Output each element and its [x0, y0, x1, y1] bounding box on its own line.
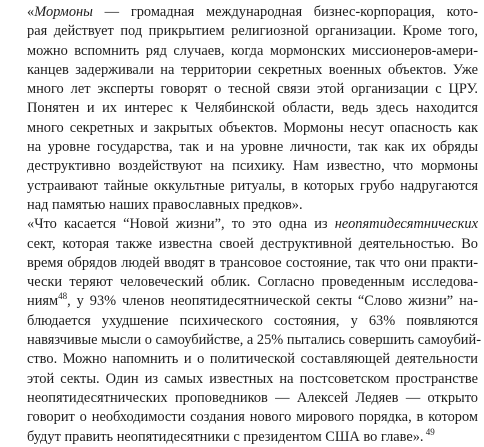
text-line [12, 312, 478, 331]
text-line [12, 138, 478, 157]
text-run: « [27, 4, 35, 20]
text-run: — громадная международная бизнес-корпорация, кото- [92, 4, 478, 20]
text-run: рая действует под прикрытием религиозной организации. Кроме того, [27, 23, 478, 40]
text-line [12, 3, 478, 22]
text-run: сект, которая также известна своей деструктивной деятельностью. Во [27, 235, 478, 252]
text-run: будут править неопятидесятники с президентом США во главе». [27, 428, 424, 445]
text-line [12, 157, 478, 176]
text-line [12, 119, 478, 138]
text-line [12, 80, 478, 99]
text-run: над памятью наших православных предков». [27, 196, 303, 213]
footnote-marker: 48 [58, 291, 68, 302]
text-line [12, 254, 478, 273]
text-run: навязчивые мысли о самоубийстве, а 25% пытались совершить самоубий- [27, 332, 482, 349]
text-run: неопятидесятнических проповедников — Алексей Ледяев — открыто [27, 389, 478, 406]
text-line [12, 389, 478, 408]
text-run: устраивают тайные оккультные ритуалы, в которых грубо надругаются [27, 177, 478, 194]
paragraph [12, 3, 478, 215]
text-line [12, 177, 478, 196]
text-line [12, 196, 478, 215]
text-line [12, 428, 478, 447]
text-run: много секретных и закрытых объектов. Мормоны несут опасность как [27, 119, 478, 136]
text-line [12, 350, 478, 369]
text-run: этой секты. Один из самых известных на постсоветском пространстве [27, 370, 478, 387]
text-line [12, 273, 478, 292]
text-run: чески теряют человеческий облик. Согласно проведенным исследова- [27, 274, 478, 291]
text-run: блюдается ухудшение психического состояния, у 63% появляются [27, 312, 478, 329]
text-run: канцев задерживали на территории секретных военных объектов. Уже [27, 61, 478, 78]
italic-term: Мормоны [34, 4, 93, 20]
text-run: деструктивно воздействуют на психику. Нам известно, что мормоны [27, 158, 478, 175]
text-line [12, 22, 478, 41]
text-line [12, 61, 478, 80]
text-line [12, 292, 478, 311]
text-run: много лет эксперты говорят о тесной связи этой организации с ЦРУ. [27, 81, 478, 98]
text-line [12, 99, 478, 118]
text-run: можно вспомнить ряд случаев, когда мормонских миссионеров-амери- [27, 42, 478, 59]
italic-term: неопятидесятнических [334, 216, 478, 233]
text-line [12, 331, 482, 350]
text-body [12, 3, 482, 447]
paragraph [12, 215, 482, 447]
footnote-marker: 49 [423, 426, 435, 437]
text-run: Понятен и их интерес к Челябинской области, ведь здесь находится [27, 100, 478, 117]
text-run: говорит о необходимости создания нового мирового порядка, в котором [27, 409, 478, 426]
text-run: на уровне государства, так и на уровне личности, так как их обряды [27, 139, 478, 156]
text-line [12, 408, 478, 427]
text-run: «Что касается “Новой жизни”, то это одна из [27, 216, 335, 233]
text-line [12, 42, 478, 61]
text-run: , у 93% членов неопятидесятнической секты “Слово жизни” на- [67, 293, 478, 310]
text-line [12, 215, 478, 234]
text-run: ство. Можно напомнить и о политической составляющей деятельности [27, 351, 478, 368]
text-run: ниям [27, 293, 59, 310]
text-line [12, 235, 478, 254]
text-line [12, 370, 478, 389]
text-run: время обрядов людей вводят в трансовое состояние, так что они практи- [27, 254, 478, 271]
